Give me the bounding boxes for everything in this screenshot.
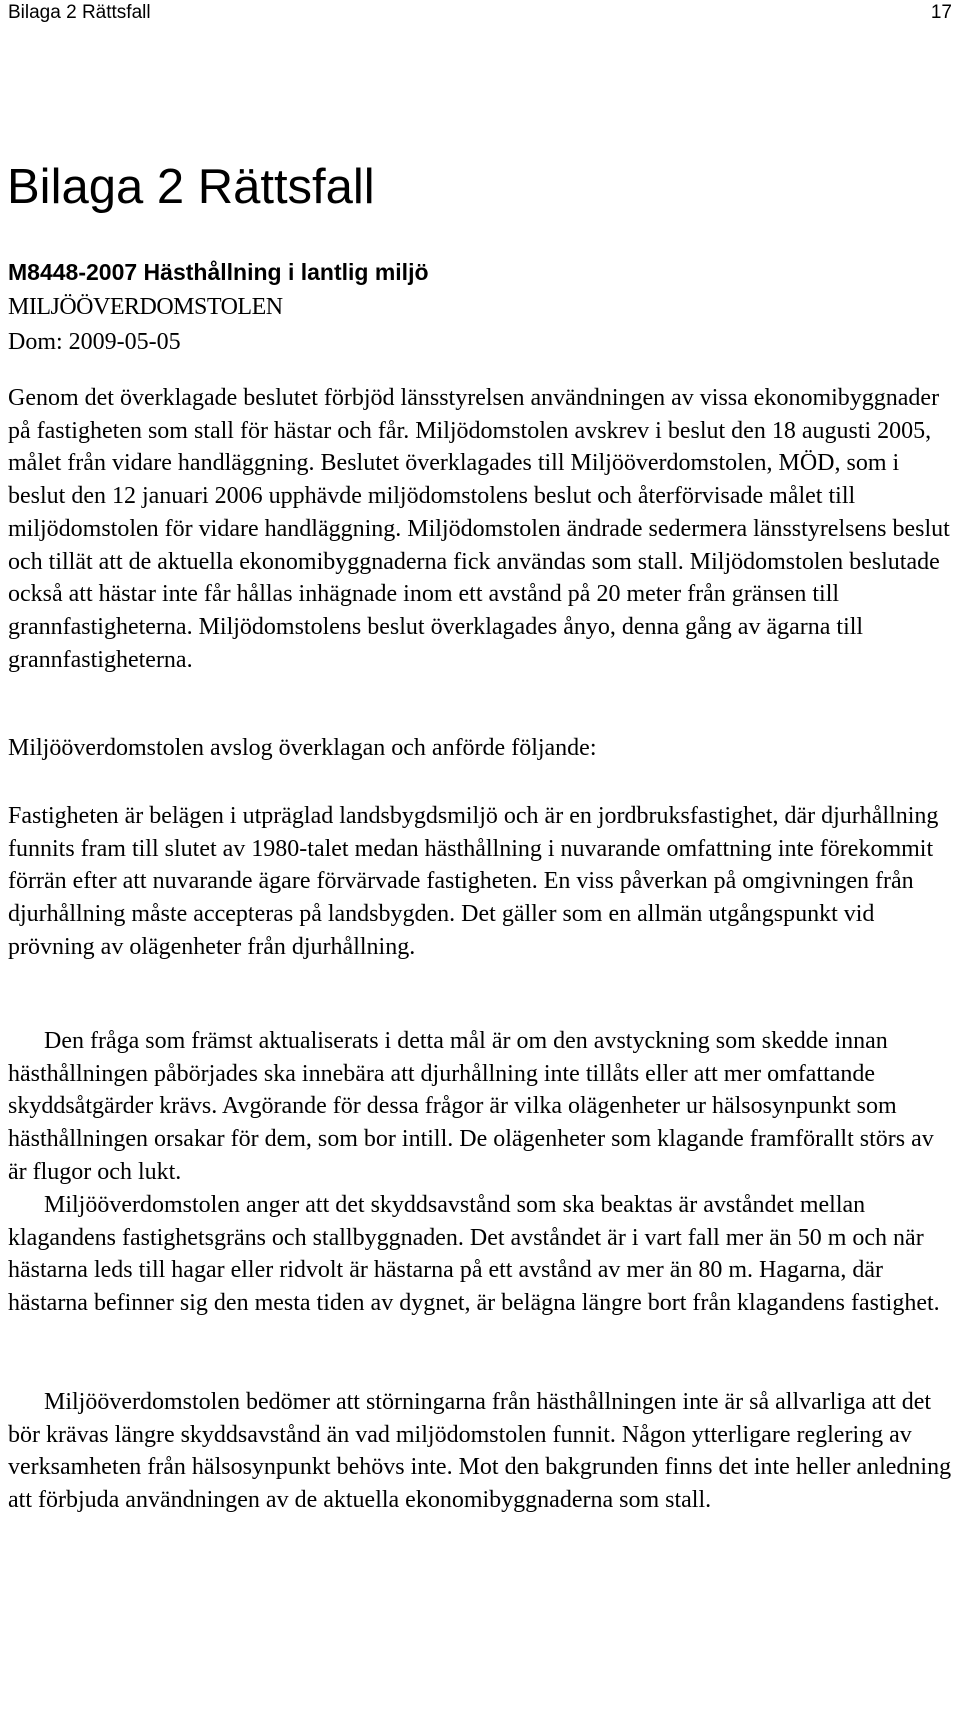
ruling-paragraph: Fastigheten är belägen i utpräglad landsbygdsmiljö och är en jordbruksfastighet, där djurhållning funnits fram till slutet av 1980-talet medan hästhållning i nuvarande omfattning inte förekommit förrän efter att nuvarande ägare förvärvade fastigheten. En viss påverkan på omgivningen från djurhållning måste accepteras på landsbygden. Det gäller som en allmän utgångspunkt vid prövning av olägenheter från djurhållning. <box>8 803 939 960</box>
ruling-paragraph: Miljööverdomstolen bedömer att störningarna från hästhållningen inte är så allvarliga att det bör krävas längre skyddsavstånd än vad miljödomstolen funnit. Någon ytterligare reglering av verksamheten från hälsosynpunkt behövs inte. Mot den bakgrunden finns det inte heller anledning att förbjuda användningen av de aktuella ekonomibyggnaderna som stall. <box>8 1389 952 1514</box>
ruling-paragraph: Den fråga som främst aktualiserats i detta mål är om den avstyckning som skedde innan hästhållningen påbörjades ska innebära att djurhållning inte tillåts eller att mer omfattande skyddsåtgärder krävs. Avgörande för dessa frågor är vilka olägenheter ur hälsosynpunkt som hästhållningen orsakar för dem, som bor intill. De olägenheter som klagande framförallt störs av är flugor och lukt. <box>8 1028 934 1185</box>
case-summary-paragraph: Genom det överklagade beslutet förbjöd länsstyrelsen användningen av vissa ekonomibyggnader på fastigheten som stall för hästar och får. Miljödomstolen avskrev i beslut den 18 augusti 2005, målet från vidare handläggning. Beslutet överklagades till Miljööverdomstolen, MÖD, som i beslut den 12 januari 2006 upphävde miljödomstolens beslut och återförvisade målet till miljödomstolen för vidare handläggning. Miljödomstolen ändrade sedermera länsstyrelsens beslut och tillät att de aktuella ekonomibyggnaderna fick användas som stall. Miljödomstolen beslutade också att hästar inte får hållas inhägnade inom ett avstånd på 20 meter från gränsen till grannfastigheterna. Miljödomstolens beslut överklagades ånyo, denna gång av ägarna till grannfastigheterna. <box>8 385 950 673</box>
page-number: 17 <box>930 2 952 23</box>
ruling-paragraph: Miljööverdomstolen anger att det skyddsavstånd som ska beaktas är avståndet mellan klagandens fastighetsgräns och stallbyggnaden. Det avståndet är i vart fall mer än 50 m och när hästarna leds till hagar eller ridvolt är hästarna på ett avstånd av mer än 80 m. Hagarna, där hästarna befinner sig den mesta tiden av dygnet, är belägna längre bort från klagandens fastighet. <box>8 1192 940 1317</box>
running-title: Bilaga 2 Rättsfall <box>8 2 151 23</box>
court-name: MILJÖÖVERDOMSTOLEN <box>8 294 283 320</box>
document-title: Bilaga 2 Rättsfall <box>7 160 375 214</box>
ruling-date: Dom: 2009-05-05 <box>8 329 181 355</box>
ruling-intro: Miljööverdomstolen avslog överklagan och anförde följande: <box>8 735 597 761</box>
case-info <box>8 255 429 360</box>
page-header <box>8 1 952 29</box>
case-id-heading: M8448-2007 Hästhållning i lantlig miljö <box>8 259 429 285</box>
